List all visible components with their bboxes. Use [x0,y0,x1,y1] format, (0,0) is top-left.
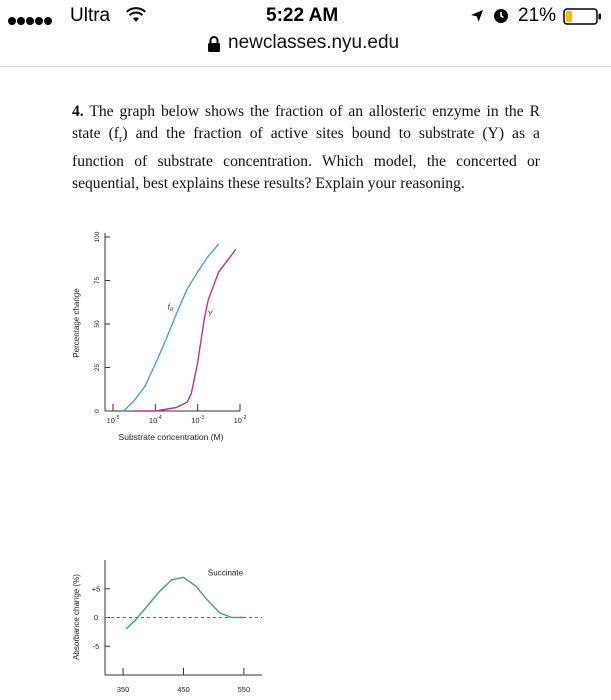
chart2-xtick-label: 450 [177,685,190,694]
question-number: 4. [72,103,84,120]
chart2-ylabel: Absorbance change (%) [72,574,81,660]
question-text-part1: The graph below shows the fraction of an allosteric enzyme in the R state (f [72,103,540,142]
chart1-ytick-label: 100 [94,231,101,243]
chart2-series-label-succinate: Succinate [207,568,244,578]
chart1-xtick-label: $10^{-5}$ [106,415,120,425]
chart1-series-label-y: Y [207,309,213,319]
chart1-series-line-y [134,249,236,411]
wifi-icon [126,7,146,23]
chart2-ytick-label: -5 [92,641,100,651]
chart1-xtick-label: $10^{-2}$ [233,415,247,425]
url-text[interactable]: newclasses.nyu.edu [228,32,400,53]
chart1-ytick-label: 50 [94,320,101,328]
chart2-ytick-label: 0 [93,613,99,622]
chart1-series-line-fr [124,244,219,411]
absorbance-chart [0,555,611,700]
location-arrow-icon [469,8,485,24]
chart1-ytick-label: 25 [94,363,101,372]
question-text-part2: ) and the fraction of active sites bound to substrate (Y) as a function of substrate concentration. Which model, the concerted or sequential, best explains these results? Explain your reasoning. [72,125,540,193]
battery-level-fill [566,11,572,22]
chart1-ytick-label: 0 [94,409,101,413]
battery-icon [563,8,603,26]
address-bar-divider [0,66,611,67]
chart2-xtick-label: 550 [237,685,251,694]
carrier-name: Ultra [70,5,111,26]
browser-address-bar[interactable] [0,30,611,64]
chart1-xtick-label: $10^{-4}$ [148,415,162,425]
chart1-ylabel: Percentage change [72,288,81,358]
chart2-ytick-label: +5 [91,584,101,594]
status-bar [0,0,611,30]
chart1-xtick-label: $10^{-3}$ [191,415,205,425]
chart1-series-label-fr: $f_R$ [167,302,174,314]
saturation-chart [0,215,611,455]
chart2-xtick-label: 350 [116,685,130,694]
chart1-ytick-label: 75 [94,276,101,285]
question-subscript: r [119,134,123,146]
battery-percentage: 21% [518,5,557,26]
lock-icon [207,35,221,53]
question-text [72,101,540,195]
signal-strength-icon [8,12,53,30]
alarm-clock-icon [492,7,510,25]
clock-time: 5:22 AM [266,5,339,26]
chart1-xlabel: Substrate concentration (M) [118,432,224,442]
chart2-series-line-succinate [126,577,244,629]
